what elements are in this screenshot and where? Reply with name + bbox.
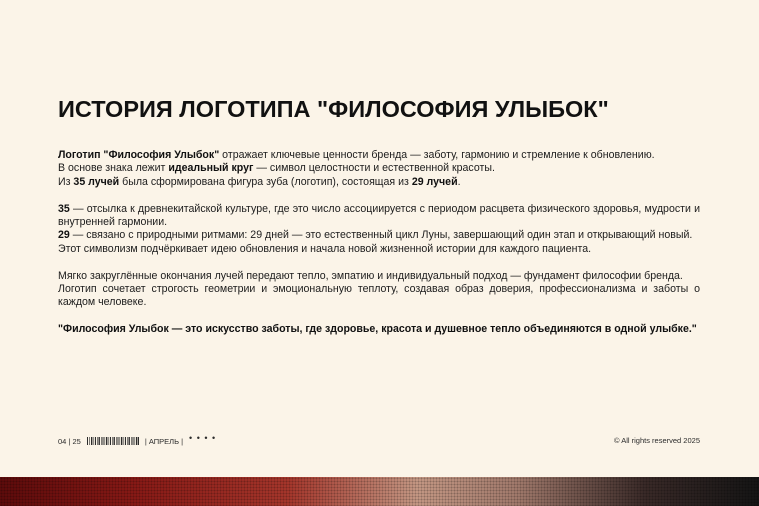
number-35-bold: 35 — [58, 202, 70, 215]
barcode-icon — [87, 437, 139, 445]
paragraph-geometry-warmth: Логотип сочетает строгость геометрии и эмоциональную теплоту, создавая образ доверия, профессионализма и заботы о каждом человеке. — [58, 283, 700, 309]
number-29-bold: 29 — [58, 229, 70, 242]
paragraph-35-meaning — [58, 203, 700, 230]
halftone-pattern — [0, 477, 759, 506]
intro-text: В основе знака лежит — [58, 162, 169, 175]
logo-name-bold: Логотип "Философия Улыбок" — [58, 149, 220, 161]
rays-35-bold: 35 лучей — [73, 175, 120, 188]
meaning-text: — отсылка к древнекитайской культуре, где это число ассоциируется с периодом расцвета физического здоровья, мудрости и внутренней гармонии. — [58, 202, 700, 229]
brand-quote: "Философия Улыбок — это искусство заботы, где здоровье, красота и душевное тепло объединяются в одной улыбке." — [58, 323, 697, 336]
intro-text: отражает ключевые ценности бренда — заботу, гармонию и стремление к обновлению. — [219, 149, 655, 161]
paragraph-rounded-rays: Мягко закруглённые окончания лучей передают тепло, эмпатию и индивидуальный подход — фундамент философии бренда. — [58, 269, 683, 282]
meaning-text: — связано с природными ритмами: 29 дней — это естественный цикл Луны, завершающий один этап и открывающий новый. — [69, 229, 693, 242]
intro-text: была сформирована фигура зуба (логотип), состоящая из — [119, 175, 412, 188]
paragraph-29-meaning — [58, 229, 700, 242]
rays-29-bold: 29 лучей — [411, 175, 458, 188]
page-number: 04 | 25 — [58, 436, 81, 446]
ideal-circle-bold: идеальный круг — [168, 162, 254, 175]
paragraph-intro-line-3 — [58, 176, 700, 189]
intro-text: . — [457, 175, 461, 188]
paragraph-symbolism: Этот символизм подчёркивает идею обновления и начала новой жизненной истории для каждого пациента. — [58, 242, 592, 255]
decorative-gradient-band — [0, 477, 759, 506]
intro-text: Из — [58, 175, 74, 188]
copyright: © All rights reserved 2025 — [614, 436, 700, 445]
body-text — [58, 149, 700, 337]
paragraph-intro-line-2 — [58, 162, 700, 175]
month-label: | АПРЕЛЬ | — [144, 436, 184, 446]
intro-text: — символ целостности и естественной красоты. — [253, 162, 495, 175]
footer — [58, 433, 700, 448]
page-title: ИСТОРИЯ ЛОГОТИПА "ФИЛОСОФИЯ УЛЫБОК" — [58, 96, 609, 122]
paragraph-intro-line-1 — [58, 149, 700, 162]
dots-decoration: • • • • — [189, 433, 217, 443]
